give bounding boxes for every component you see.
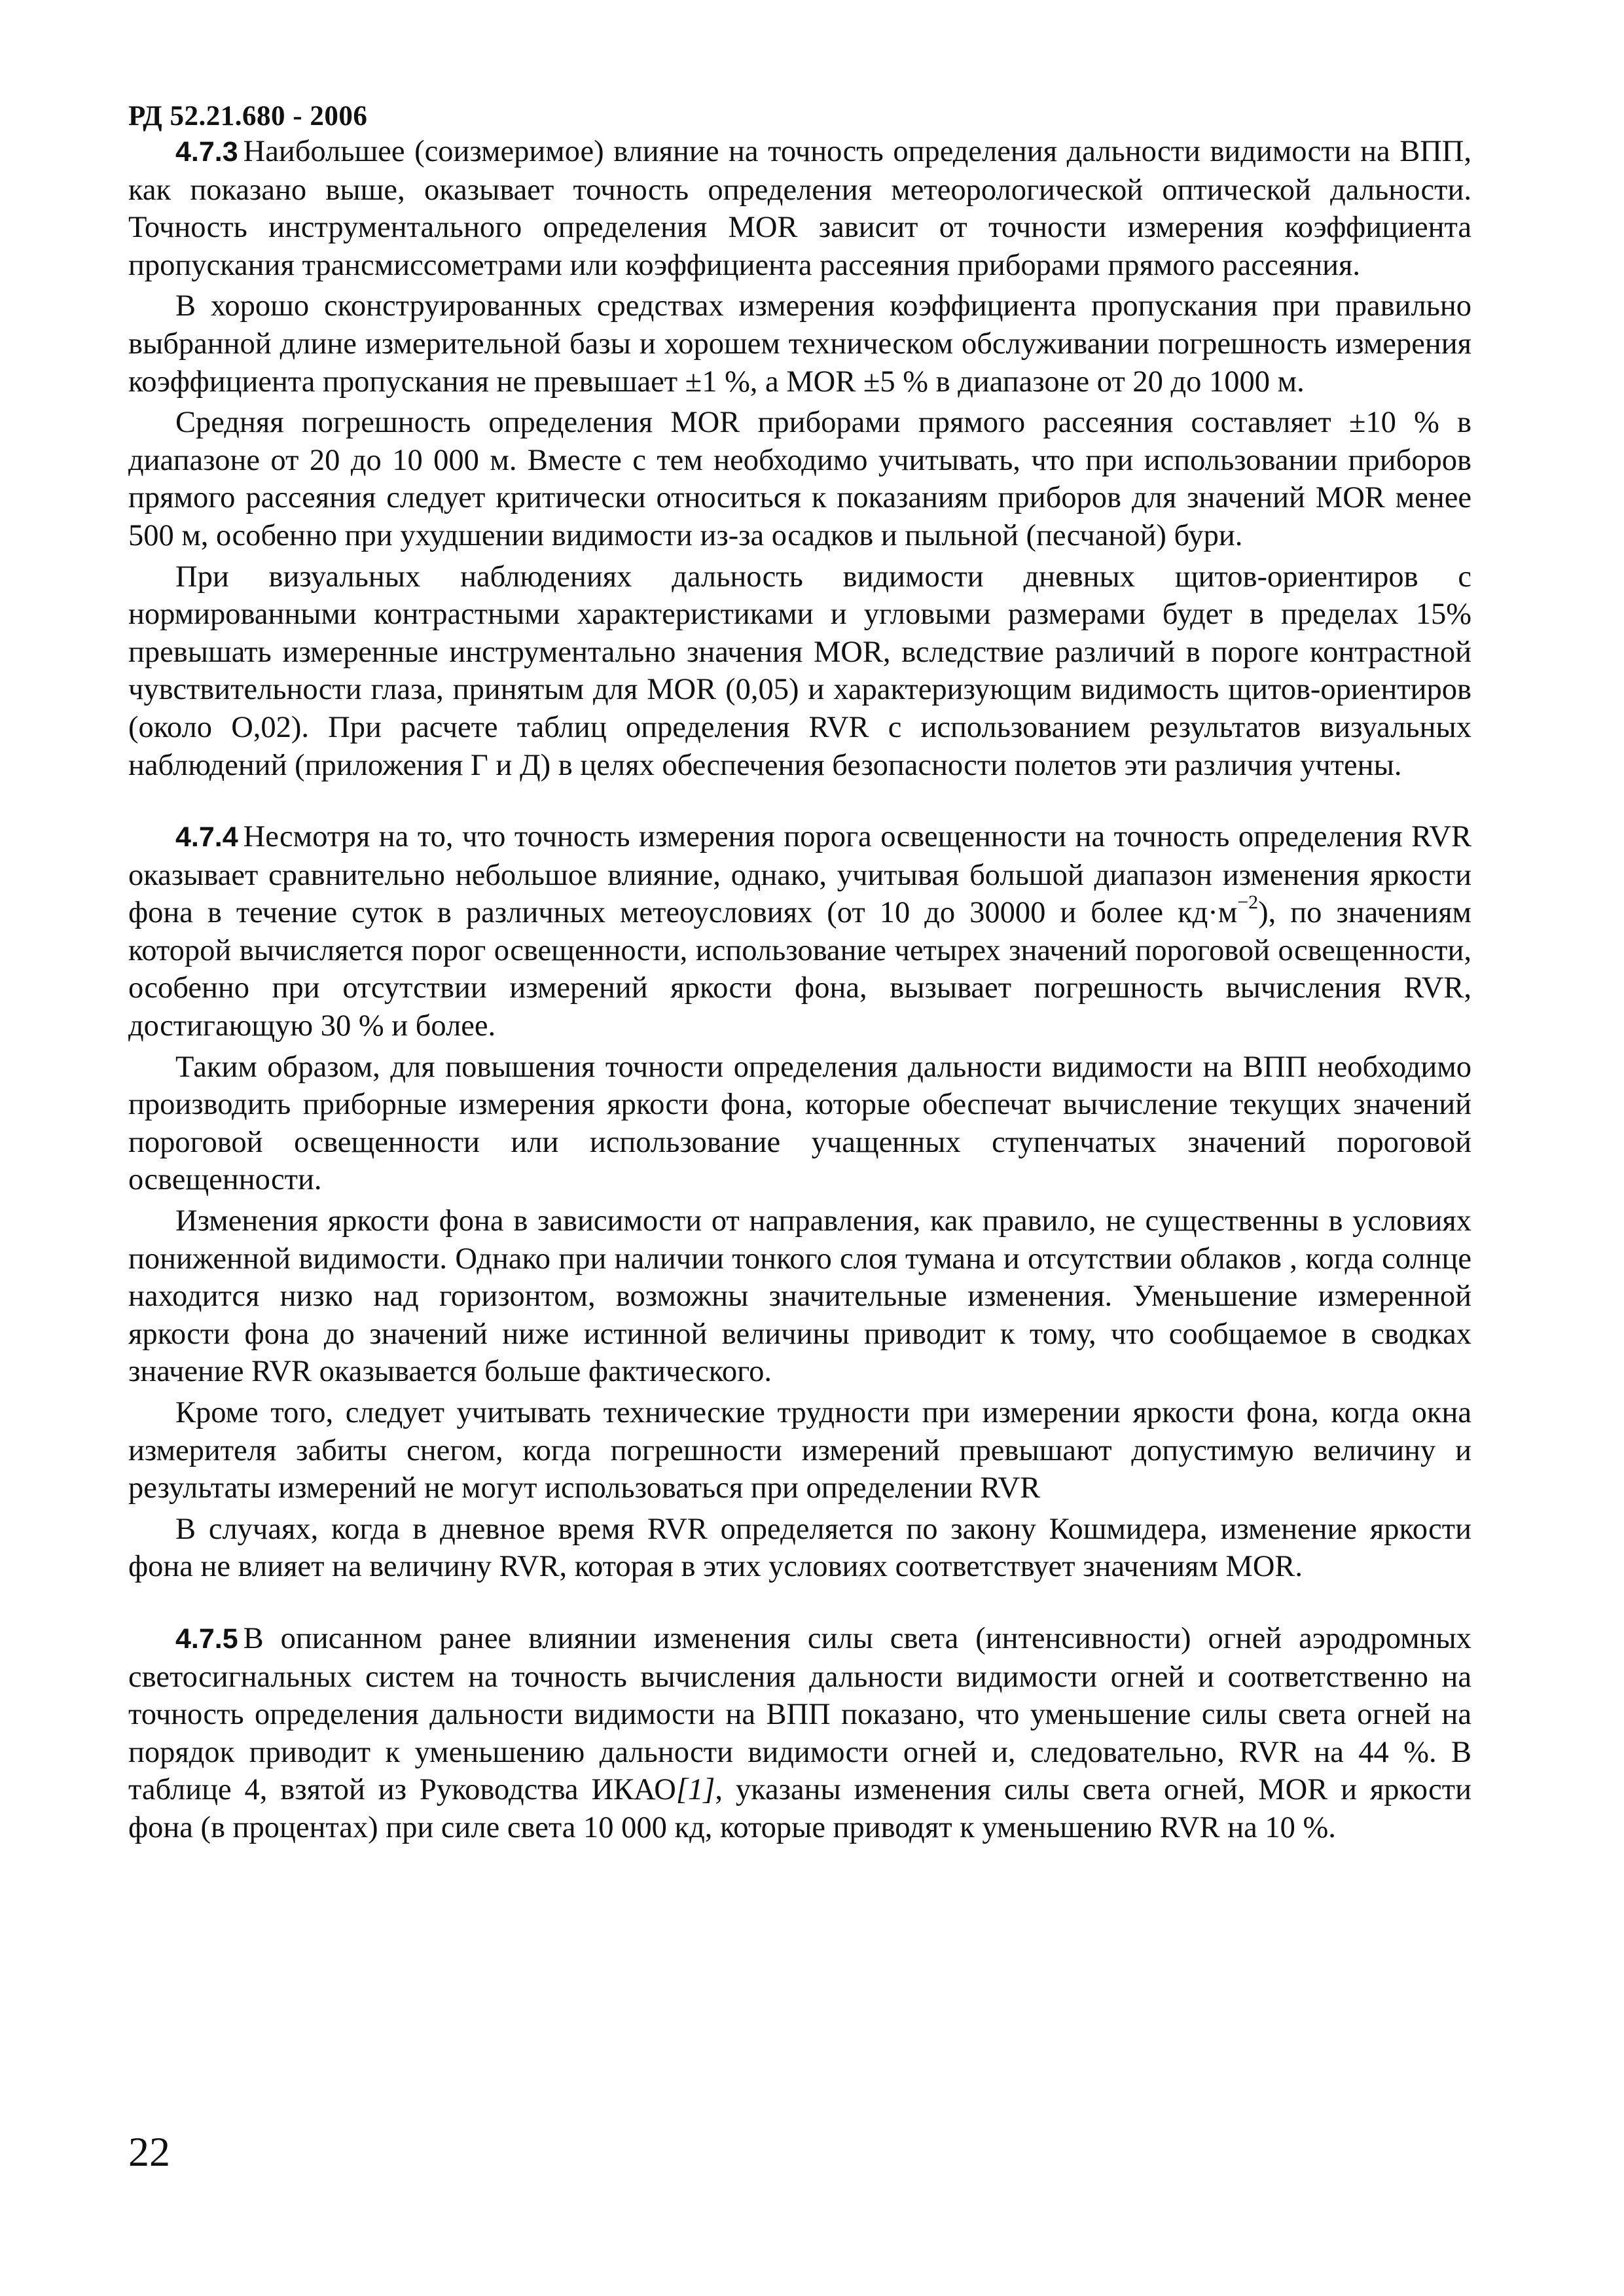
section-number-4-7-3: 4.7.3: [175, 136, 238, 168]
section-4-7-4-paragraph-5: В случаях, когда в дневное время RVR определяется по закону Кошмидера, изменение яркости фона не влияет на величину RVR, которая в этих условиях соответствует значениям MOR.: [128, 1512, 1471, 1584]
section-4-7-5-text-1-part-1: В описанном ранее влиянии изменения силы света (интенсивности) огней аэродромных светосигнальных систем на точность вычисления дальности видимости огней и соответственно на точность определения дальности видимости на ВПП показано, что уменьшение силы света огней на порядок приводит к уменьшению дальности видимости огней и, следовательно, RVR на 44 %. В таблице 4, взятой из Руководства ИКАО: [128, 1621, 1471, 1807]
document-code: РД 52.21.680 - 2006: [128, 101, 368, 132]
section-4-7-4-paragraph-3: Изменения яркости фона в зависимости от направления, как правило, не существенны в условиях пониженной видимости. Однако при наличии тонкого слоя тумана и отсутствии облаков , когда солнце находится низко над горизонтом, возможны значительные изменения. Уменьшение измеренной яркости фона до значений ниже истинной величины приводит к тому, что сообщаемое в сводках значение RVR оказывается больше фактического.: [128, 1204, 1471, 1389]
page-number: 22: [128, 2128, 170, 2175]
section-4-7-5-paragraph-1: [128, 1620, 1471, 1847]
document-body: [128, 133, 1471, 1850]
section-4-7-4-paragraph-1: [128, 818, 1471, 1045]
section-number-4-7-5: 4.7.5: [175, 1623, 238, 1655]
section-4-7-4-text-1-part-2: ), по значениям которой вычисляется порог освещенности, использование четырех значений пороговой освещенности, особенно при отсутствии измерений яркости фона, вызывает погрешность вычисления RVR, достигающую 30 % и более.: [128, 896, 1471, 1043]
reference-link[interactable]: [1]: [676, 1773, 715, 1807]
section-4-7-3-paragraph-4: При визуальных наблюдениях дальность видимости дневных щитов-ориентиров с нормированными контрастными характеристиками и угловыми размерами будет в пределах 15% превышать измеренные инструментально значения MOR, вследствие различий в пороге контрастной чувствительности глаза, принятым для MOR (0,05) и характеризующим видимость щитов-ориентиров (около О,02). При расчете таблиц определения RVR с использованием результатов визуальных наблюдений (приложения Г и Д) в целях обеспечения безопасности полетов эти различия учтены.: [128, 560, 1471, 782]
section-4-7-4-paragraph-2: Таким образом, для повышения точности определения дальности видимости на ВПП необходимо производить приборные измерения яркости фона, которые обеспечат вычисление текущих значений пороговой освещенности или использование учащенных ступенчатых значений пороговой освещенности.: [128, 1050, 1471, 1197]
section-4-7-4-paragraph-4: Кроме того, следует учитывать технические трудности при измерении яркости фона, когда окна измерителя забиты снегом, когда погрешности измерений превышают допустимую величину и результаты измерений не могут использоваться при определении RVR: [128, 1396, 1471, 1505]
section-4-7-4-text-1-part-1: Несмотря на то, что точность измерения порога освещенности на точность определения RVR оказывает сравнительно небольшое влияние, однако, учитывая большой диапазон изменения яркости фона в течение суток в различных метеоусловиях (от 10 до 30000 и более кд·м: [128, 820, 1471, 930]
section-4-7-5-text-1-part-2: , указаны изменения силы света огней, MOR и яркости фона (в процентах) при силе света 10 000 кд, которые приводят к уменьшению RVR на 10 %.: [128, 1773, 1471, 1844]
section-4-7-3-paragraph-3: Средняя погрешность определения MOR приборами прямого рассеяния составляет ±10 % в диапазоне от 20 до 10 000 м. Вместе с тем необходимо учитывать, что при использовании приборов прямого рассеяния следует критически относиться к показаниям приборов для значений MOR менее 500 м, особенно при ухудшении видимости из-за осадков и пыльной (песчаной) бури.: [128, 406, 1471, 552]
section-4-7-4-superscript: −2: [1237, 891, 1259, 913]
section-4-7-3-paragraph-1: [128, 133, 1471, 284]
section-4-7-3-text-1: Наибольшее (соизмеримое) влияние на точность определения дальности видимости на ВПП, как показано выше, оказывает точность определения метеорологической оптической дальности. Точность инструментального определения MOR зависит от точности измерения коэффициента пропускания трансмиссометрами или коэффициента рассеяния приборами прямого рассеяния.: [128, 135, 1471, 282]
section-4-7-3-paragraph-2: В хорошо сконструированных средствах измерения коэффициента пропускания при правильно выбранной длине измерительной базы и хорошем техническом обслуживании погрешность измерения коэффициента пропускания не превышает ±1 %, а MOR ±5 % в диапазоне от 20 до 1000 м.: [128, 289, 1471, 399]
section-number-4-7-4: 4.7.4: [175, 821, 238, 853]
